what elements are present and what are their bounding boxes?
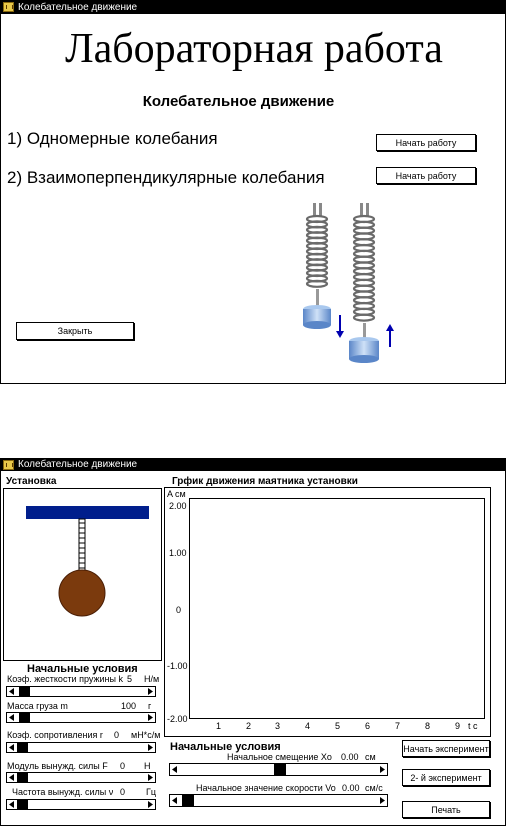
- velocity-slider[interactable]: [169, 794, 388, 807]
- y-tick-label: 0: [176, 605, 182, 615]
- pendulum-drawing: [4, 489, 161, 660]
- page-title: Лабораторная работа: [65, 26, 443, 72]
- x-tick-label: 6: [365, 721, 371, 731]
- scroll-left-icon[interactable]: [7, 800, 17, 809]
- y-tick-label: 2.00: [169, 501, 187, 511]
- main-menu-window: [0, 0, 506, 384]
- scroll-right-icon[interactable]: [377, 795, 387, 806]
- scroll-right-icon[interactable]: [145, 743, 155, 752]
- setup-panel: [3, 488, 162, 661]
- left-spring: [303, 203, 331, 329]
- param-label: Коэф. сопротивления r: [7, 730, 103, 740]
- start-perpendicular-button[interactable]: Начать работу: [376, 167, 476, 184]
- slider-thumb[interactable]: [274, 764, 286, 775]
- param-label: Масса груза m: [7, 701, 68, 711]
- y-tick-label: -2.00: [167, 714, 188, 724]
- displacement-slider[interactable]: [169, 763, 388, 776]
- start-1d-button[interactable]: Начать работу: [376, 134, 476, 151]
- slider-thumb[interactable]: [19, 713, 30, 722]
- x-tick-label: 3: [275, 721, 281, 731]
- x-tick-label: 5: [335, 721, 341, 731]
- slider-thumb[interactable]: [17, 800, 28, 809]
- spring-coil: [354, 315, 374, 321]
- start-experiment-button[interactable]: Начать эксперимент: [402, 740, 490, 757]
- down-arrow-icon: [336, 315, 344, 338]
- slider-thumb[interactable]: [17, 773, 28, 782]
- scroll-right-icon[interactable]: [145, 773, 155, 782]
- displacement-label: Начальное смещение Xo: [227, 752, 332, 762]
- param-label: Частота вынужд. силы ν: [12, 787, 114, 797]
- y-tick-label: -1.00: [167, 661, 188, 671]
- x-tick-label: 7: [395, 721, 401, 731]
- param-value: 5: [127, 674, 133, 684]
- slider-thumb[interactable]: [17, 743, 28, 752]
- scroll-left-icon[interactable]: [170, 764, 180, 775]
- param-unit: Н/м: [144, 674, 160, 684]
- param-label: Модуль вынужд. силы F: [7, 761, 108, 771]
- initial-conditions-left-label: Начальные условия: [27, 663, 138, 675]
- scroll-left-icon[interactable]: [7, 687, 17, 696]
- right-spring: [349, 203, 379, 363]
- oscillation-experiment-window: [0, 458, 506, 826]
- x-tick-label: 1: [216, 721, 222, 731]
- springs-illustration: [296, 201, 406, 376]
- param-value: 0: [114, 730, 120, 740]
- x-tick-label: 8: [425, 721, 431, 731]
- param-unit: Н: [144, 761, 151, 771]
- param-value: 0: [120, 761, 126, 771]
- param-value: 100: [121, 701, 137, 711]
- y-tick-label: 1.00: [169, 548, 187, 558]
- frequency-slider[interactable]: [6, 799, 156, 810]
- param-unit: г: [148, 701, 152, 711]
- x-tick-label: 2: [246, 721, 252, 731]
- print-button[interactable]: Печать: [402, 801, 490, 818]
- param-value: 0: [120, 787, 126, 797]
- spring-coil: [307, 281, 327, 287]
- x-tick-label: 4: [305, 721, 311, 731]
- app-icon: [3, 460, 14, 470]
- up-arrow-icon: [386, 324, 394, 347]
- menu-item-1d-oscillations: 1) Одномерные колебания: [7, 129, 218, 148]
- scroll-right-icon[interactable]: [145, 800, 155, 809]
- velocity-value: 0.00: [342, 783, 360, 793]
- x-tick-label: 9: [455, 721, 461, 731]
- y-axis-label: A см: [167, 489, 186, 499]
- graph-panel: [164, 487, 491, 737]
- slider-thumb[interactable]: [19, 687, 30, 696]
- scroll-left-icon[interactable]: [7, 743, 17, 752]
- param-unit: Гц: [146, 787, 157, 797]
- close-button[interactable]: Закрыть: [16, 322, 134, 340]
- scroll-left-icon[interactable]: [170, 795, 180, 806]
- resistance-slider[interactable]: [6, 742, 156, 753]
- scroll-right-icon[interactable]: [145, 713, 155, 722]
- stiffness-slider[interactable]: [6, 686, 156, 697]
- scroll-left-icon[interactable]: [7, 773, 17, 782]
- window-title: Колебательное движение: [18, 459, 138, 470]
- second-experiment-button[interactable]: 2- й эксперимент: [402, 769, 490, 786]
- window-title-bar: [1, 459, 505, 471]
- slider-thumb[interactable]: [182, 795, 194, 806]
- menu-item-perpendicular-oscillations: 2) Взаимоперпендикулярные колебания: [7, 168, 325, 187]
- page-subtitle: Колебательное движение: [142, 93, 335, 110]
- initial-conditions-right-label: Начальные условия: [170, 741, 281, 753]
- force-slider[interactable]: [6, 772, 156, 783]
- setup-label: Установка: [6, 476, 57, 487]
- scroll-right-icon[interactable]: [377, 764, 387, 775]
- support-bar: [26, 506, 149, 519]
- plot-area: [189, 498, 485, 719]
- graph-title: Грфик движения маятника установки: [172, 476, 358, 487]
- displacement-value: 0.00: [341, 752, 359, 762]
- scroll-right-icon[interactable]: [145, 687, 155, 696]
- window-title-bar: [1, 1, 505, 14]
- scroll-left-icon[interactable]: [7, 713, 17, 722]
- x-axis-unit: t с: [468, 721, 478, 731]
- pendulum-bob: [59, 570, 105, 616]
- displacement-unit: см: [365, 752, 376, 762]
- velocity-unit: см/с: [365, 783, 383, 793]
- app-icon: [3, 2, 14, 12]
- param-label: Коэф. жесткости пружины k: [7, 674, 123, 684]
- mass-slider[interactable]: [6, 712, 156, 723]
- param-unit: мН*с/м: [131, 730, 161, 740]
- velocity-label: Начальное значение скорости Vo: [196, 783, 336, 793]
- window-title: Колебательное движение: [18, 2, 138, 13]
